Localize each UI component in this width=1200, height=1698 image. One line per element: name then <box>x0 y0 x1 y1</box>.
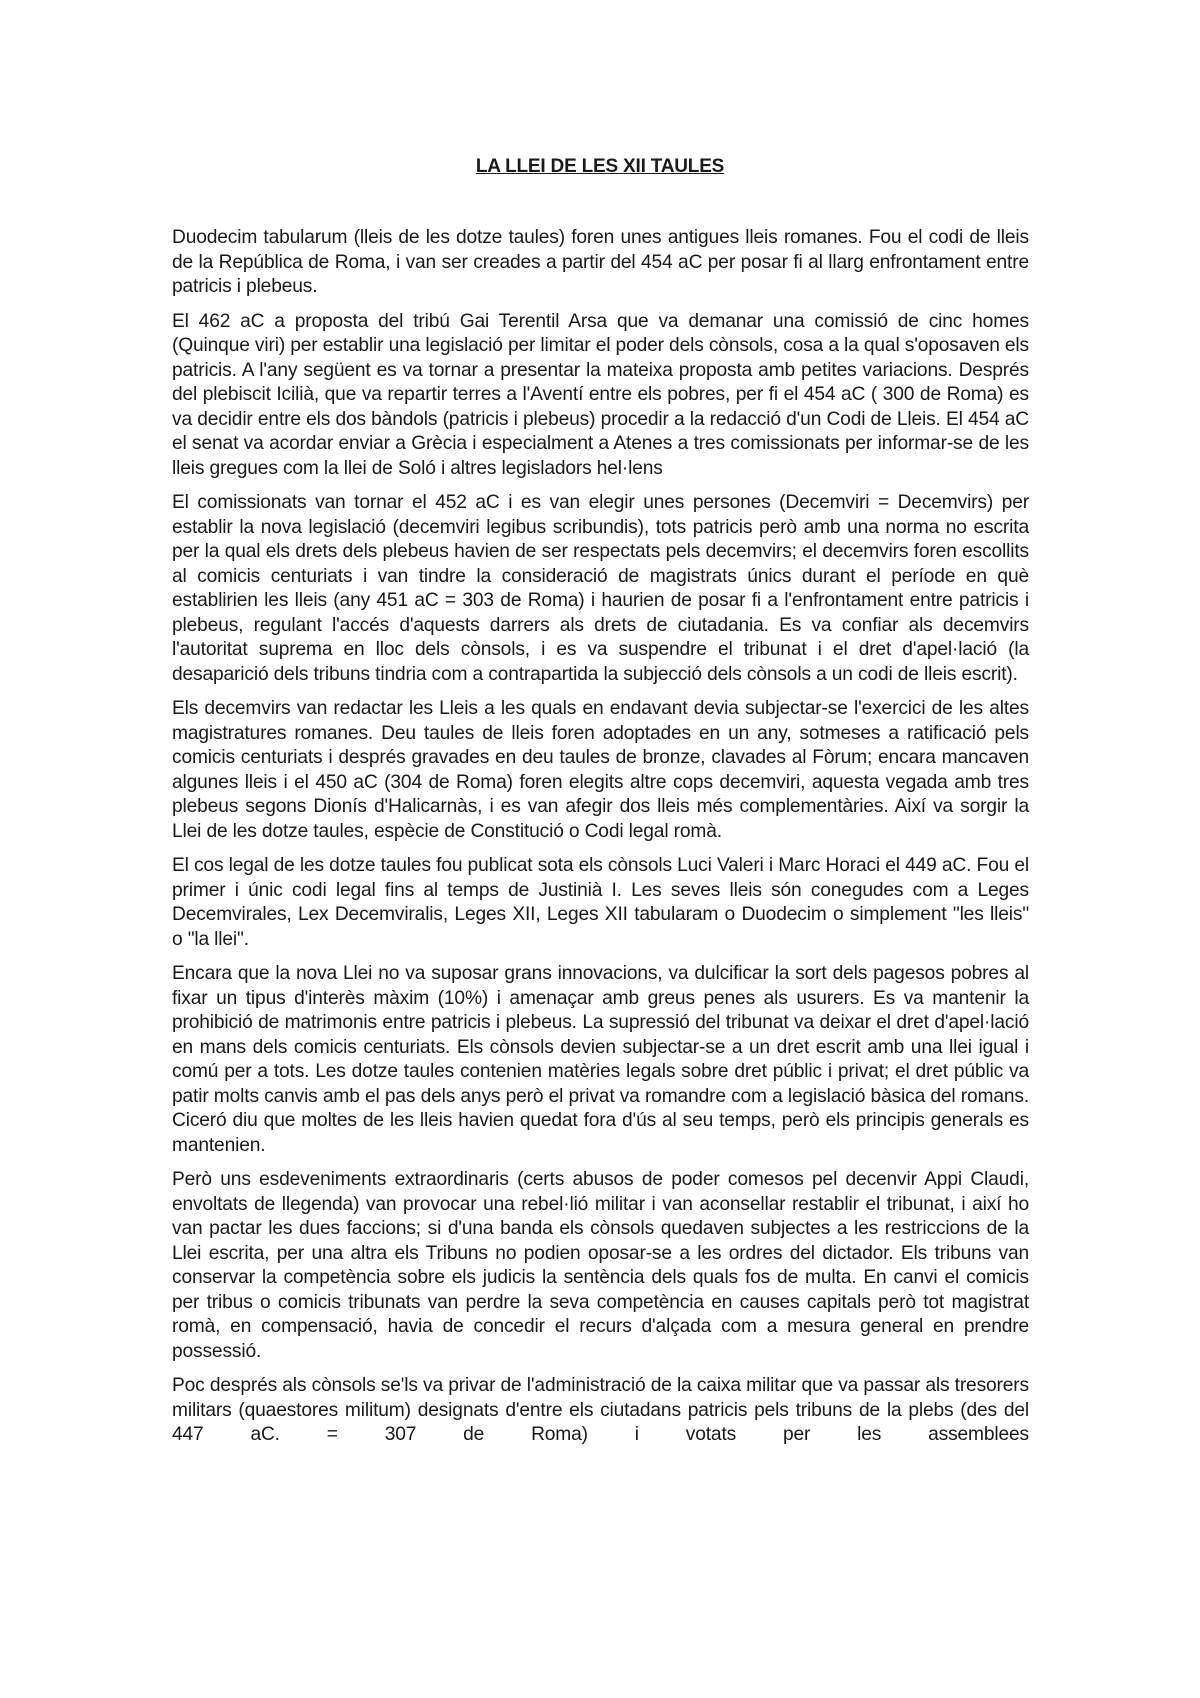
paragraph-3: El comissionats van tornar el 452 aC i es van elegir unes persones (Decemviri = Decemvirs) per establir la nova legislació (decemviri legibus scribundis), tots patricis però amb una norma no escrita per la qual els drets dels plebeus havien de ser respectats pels decemvirs; el decemvirs foren escollits al comicis centuriats i van tindre la consideració de magistrats únics durant el període en què establirien les lleis (any 451 aC = 303 de Roma) i haurien de posar fi a l'enfrontament entre patricis i plebeus, regulant l'accés d'aquests darrers als drets de ciutadania. Es va confiar als decemvirs l'autoritat suprema en lloc dels cònsols, i es va suspendre el tribunat i el dret d'apel·lació (la desaparició dels tribuns tindria com a contrapartida la subjecció dels cònsols a un codi de lleis escrit). <box>172 492 1029 685</box>
paragraph-6: Encara que la nova Llei no va suposar grans innovacions, va dulcificar la sort dels pagesos pobres al fixar un tipus d'interès màxim (10%) i amenaçar amb greus penes als usurers. Es va mantenir la prohibició de matrimonis entre patricis i plebeus. La supressió del tribunat va deixar el dret d'apel·lació en mans dels comicis centuriats. Els cònsols devien subjectar-se a un dret escrit amb una llei igual i comú per a tots. Les dotze taules contenien matèries legals sobre dret públic i privat; el dret públic va patir molts canvis amb el pas dels anys però el privat va romandre com a legislació bàsica del romans. Ciceró diu que moltes de les lleis havien quedat fora d'ús al seu temps, però els principis generals es mantenien. <box>172 963 1029 1156</box>
paragraph-8: Poc després als cònsols se'ls va privar de l'administració de la caixa militar que va passar als tresorers militars (quaestores militum) designats d'entre els ciutadans patricis pels tribuns de la plebs (des del 447 aC. = 307 de Roma) i votats per les assemblees <box>172 1375 1029 1445</box>
document-title: LA LLEI DE LES XII TAULES <box>475 156 725 177</box>
paragraph-7: Però uns esdeveniments extraordinaris (certs abusos de poder comesos pel decenvir Appi Claudi, envoltats de llegenda) van provocar una rebel·lió militar i van aconsellar restablir el tribunat, i així ho van pactar les dues faccions; si d'una banda els cònsols quedaven subjectes a les restriccions de la Llei escrita, per una altra els Tribuns no podien oposar-se a les ordres del dictador. Els tribuns van conservar la competència sobre els judicis la sentència dels quals fos de multa. En canvi el comicis per tribus o comicis tribunats van perdre la seva competència en causes capitals però tot magistrat romà, en compensació, havia de concedir el recurs d'alçada com a mesura general en prendre possessió. <box>172 1169 1029 1362</box>
document-body <box>172 226 1029 1458</box>
paragraph-1: Duodecim tabularum (lleis de les dotze taules) foren unes antigues lleis romanes. Fou el codi de lleis de la República de Roma, i van ser creades a partir del 454 aC per posar fi al llarg enfrontament entre patricis i plebeus. <box>172 227 1029 297</box>
paragraph-2: El 462 aC a proposta del tribú Gai Terentil Arsa que va demanar una comissió de cinc homes (Quinque viri) per establir una legislació per limitar el poder dels cònsols, cosa a la qual s'oposaven els patricis. A l'any següent es va tornar a presentar la mateixa proposta amb petites variacions. Després del plebiscit Icilià, que va repartir terres a l'Aventí entre els pobres, per fi el 454 aC ( 300 de Roma) es va decidir entre els dos bàndols (patricis i plebeus) procedir a la redacció d'un Codi de Lleis. El 454 aC el senat va acordar enviar a Grècia i especialment a Atenes a tres comissionats per informar-se de les lleis gregues com la llei de Soló i altres legisladors hel·lens <box>172 310 1029 479</box>
paragraph-5: El cos legal de les dotze taules fou publicat sota els cònsols Luci Valeri i Marc Horaci el 449 aC. Fou el primer i únic codi legal fins al temps de Justinià I. Les seves lleis són conegudes com a Leges Decemvirales, Lex Decemviralis, Leges XII, Leges XII tabularam o Duodecim o simplement "les lleis" o "la llei". <box>172 855 1029 950</box>
paragraph-4: Els decemvirs van redactar les Lleis a les quals en endavant devia subjectar-se l'exercici de les altes magistratures romanes. Deu taules de lleis foren adoptades en un any, sotmeses a ratificació pels comicis centuriats i després gravades en deu taules de bronze, clavades al Fòrum; encara mancaven algunes lleis i el 450 aC (304 de Roma) foren elegits altre cops decemviri, aquesta vegada amb tres plebeus segons Dionís d'Halicarnàs, i es van afegir dos lleis més complementàries. Així va sorgir la Llei de les dotze taules, espècie de Constitució o Codi legal romà. <box>172 698 1029 842</box>
